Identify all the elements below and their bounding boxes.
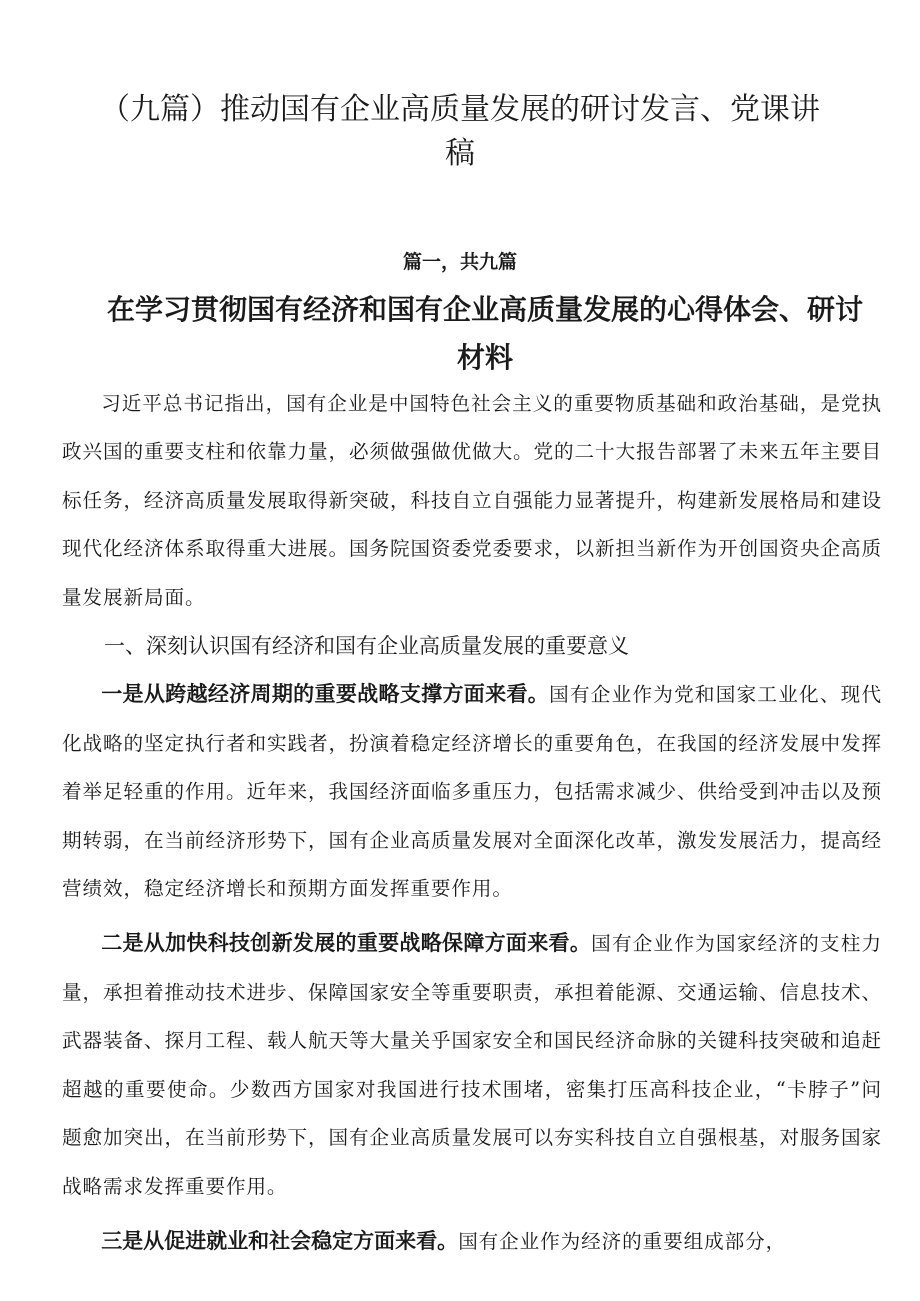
intro-paragraph: 习近平总书记指出，国有企业是中国特色社会主义的重要物质基础和政治基础，是党执政兴国的重要支柱和依靠力量，必须做强做优做大。党的二十大报告部署了未来五年主要目标任务，经济高质量发展取得新突破，科技自立自强能力显著提升，构建新发展格局和建设现代化经济体系取得重大进展。国务院国资委党委要求，以新担当新作为开创国资央企高质量发展新局面。 xyxy=(62,392,882,609)
point-3-text: 国有企业作为经济的重要组成部分， xyxy=(458,1229,787,1253)
point-2-lead: 二是从加快科技创新发展的重要战略保障方面来看。 xyxy=(101,931,592,956)
point-1-paragraph xyxy=(62,670,882,913)
point-3-paragraph xyxy=(62,1217,882,1266)
document-body xyxy=(62,380,882,1266)
point-1-text: 国有企业作为党和国家工业化、现代化战略的坚定执行者和实践者，扮演着稳定经济增长的重要角色，在我国的经济发展中发挥着举足轻重的作用。近年来，我国经济面临多重压力，包括需求减少、供给受到冲击以及预期转弱，在当前经济形势下，国有企业高质量发展对全面深化改革，激发发展活力，提高经营绩效，稳定经济增长和预期方面发挥重要作用。 xyxy=(62,683,883,901)
article-title: 在学习贯彻国有经济和国有企业高质量发展的心得体会、研讨材料 xyxy=(106,293,863,374)
section-heading-1: 一、深刻认识国有经济和国有企业高质量发展的重要意义 xyxy=(104,634,629,659)
point-2-text: 国有企业作为国家经济的支柱力量，承担着推动技术进步、保障国家安全等重要职责，承担着能源、交通运输、信息技术、武器装备、探月工程、载人航天等大量关乎国家安全和国民经济命脉的关键科技突破和追赶超越的重要使命。少数西方国家对我国进行技术围堵，密集打压高科技企业，“卡脖子”问题愈加突出，在当前形势下，国有企业高质量发展可以夯实科技自立自强根基，对服务国家战略需求发挥重要作用。 xyxy=(62,932,883,1198)
document-title: （九篇）推动国有企业高质量发展的研讨发言、党课讲稿 xyxy=(100,92,820,171)
section-label: 篇一，共九篇 xyxy=(402,251,517,273)
point-1-lead: 一是从跨越经济周期的重要战略支撑方面来看。 xyxy=(101,682,550,707)
point-2-paragraph xyxy=(62,919,882,1210)
point-3-lead: 三是从促进就业和社会稳定方面来看。 xyxy=(101,1228,459,1253)
